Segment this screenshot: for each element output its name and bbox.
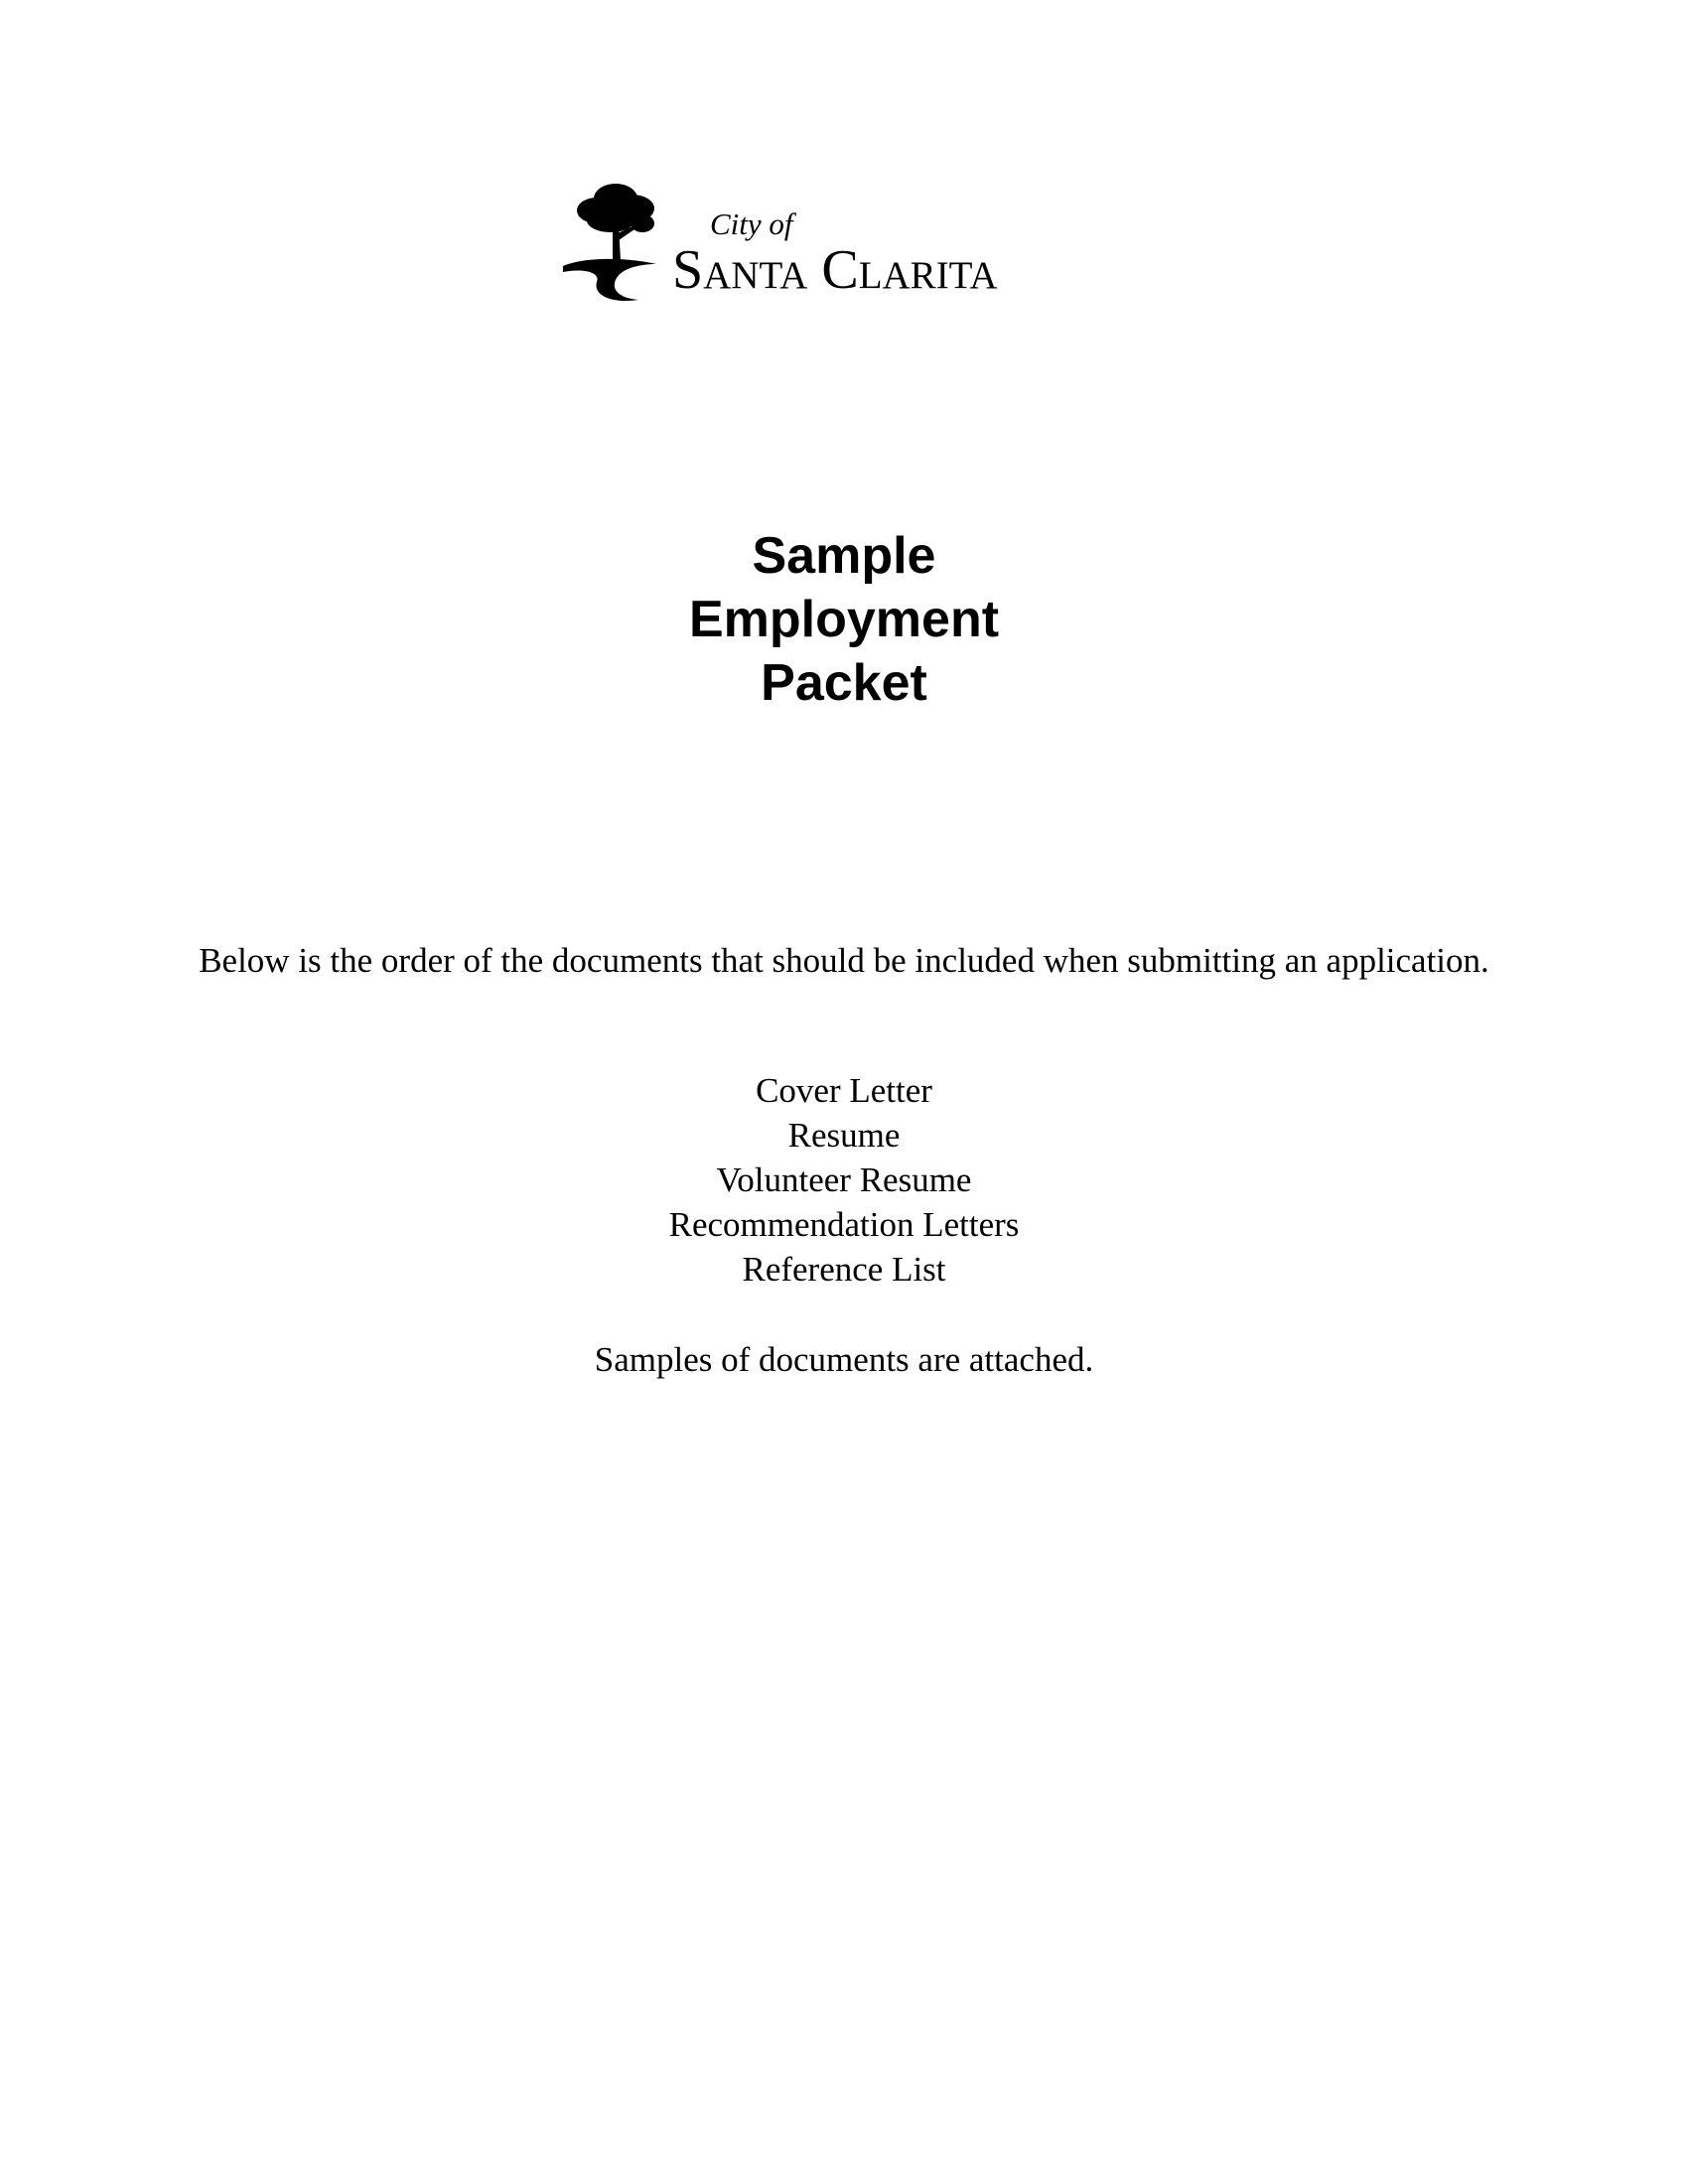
logo-city-of-text: City of — [710, 206, 793, 241]
list-item: Cover Letter — [756, 1071, 932, 1110]
list-item: Resume — [787, 1116, 901, 1155]
list-item: Reference List — [742, 1250, 946, 1289]
closing-paragraph: Samples of documents are attached. — [594, 1340, 1094, 1379]
title-line-1: Sample — [752, 527, 936, 585]
document-order-list — [0, 1068, 1688, 1292]
city-logo — [561, 169, 1067, 308]
list-item: Recommendation Letters — [668, 1205, 1020, 1244]
tree-logo-icon — [561, 169, 680, 303]
list-item: Volunteer Resume — [716, 1160, 972, 1199]
page-title — [0, 524, 1688, 715]
title-line-3: Packet — [761, 654, 927, 712]
title-line-2: Employment — [688, 591, 1000, 648]
logo-city-name-text: Santa Clarita — [672, 239, 998, 301]
intro-paragraph: Below is the order of the documents that should be included when submitting an application. — [199, 941, 1489, 980]
